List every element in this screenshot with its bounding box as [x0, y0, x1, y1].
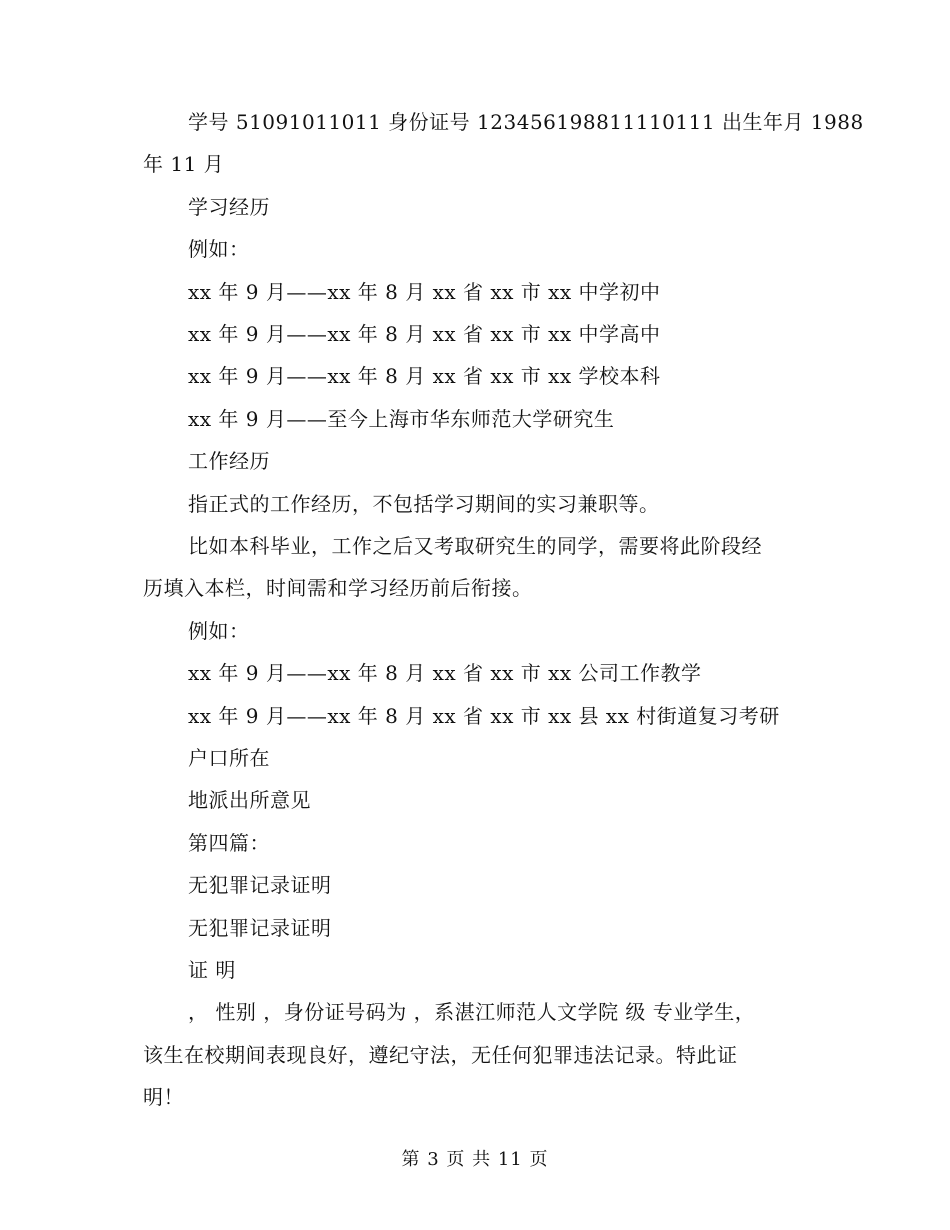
- certificate-body-line: ， 性别 ，身份证号码为 ，系湛江师范人文学院 级 专业学生，: [188, 1000, 756, 1024]
- student-info-line: 学号 51091011011 身份证号 123456198811110111 出生年月 1988: [188, 110, 864, 134]
- paragraph-line: 比如本科毕业，工作之后又考取研究生的同学，需要将此阶段经: [188, 534, 762, 558]
- work-entry: xx 年 9 月——xx 年 8 月 xx 省 xx 市 xx 公司工作教学: [188, 661, 702, 685]
- work-entry: xx 年 9 月——xx 年 8 月 xx 省 xx 市 xx 县 xx 村街道复习考研: [188, 704, 780, 728]
- education-entry: xx 年 9 月——xx 年 8 月 xx 省 xx 市 xx 中学高中: [188, 322, 661, 346]
- student-info-line-cont: 年 11 月: [143, 152, 225, 176]
- education-entry: xx 年 9 月——至今上海市华东师范大学研究生: [188, 407, 615, 431]
- section-heading-education: 学习经历: [188, 195, 270, 219]
- example-label: 例如：: [188, 237, 250, 261]
- education-entry: xx 年 9 月——xx 年 8 月 xx 省 xx 市 xx 学校本科: [188, 364, 661, 388]
- certificate-body-line: 明！: [143, 1085, 184, 1109]
- education-entry: xx 年 9 月——xx 年 8 月 xx 省 xx 市 xx 中学初中: [188, 280, 661, 304]
- certificate-body-line: 该生在校期间表现良好，遵纪守法，无任何犯罪违法记录。特此证: [143, 1043, 738, 1067]
- paragraph-line: 指正式的工作经历，不包括学习期间的实习兼职等。: [188, 492, 660, 516]
- example-label: 例如：: [188, 619, 250, 643]
- paragraph-line: 地派出所意见: [188, 788, 311, 812]
- chapter-heading: 第四篇：: [188, 831, 270, 855]
- document-title: 无犯罪记录证明: [188, 916, 332, 940]
- page-number-footer: 第 3 页 共 11 页: [401, 1149, 549, 1170]
- certificate-heading: 证 明: [188, 958, 236, 982]
- section-heading-work: 工作经历: [188, 449, 270, 473]
- paragraph-line: 历填入本栏，时间需和学习经历前后衔接。: [143, 576, 533, 600]
- paragraph-line: 户口所在: [188, 746, 270, 770]
- document-title: 无犯罪记录证明: [188, 873, 332, 897]
